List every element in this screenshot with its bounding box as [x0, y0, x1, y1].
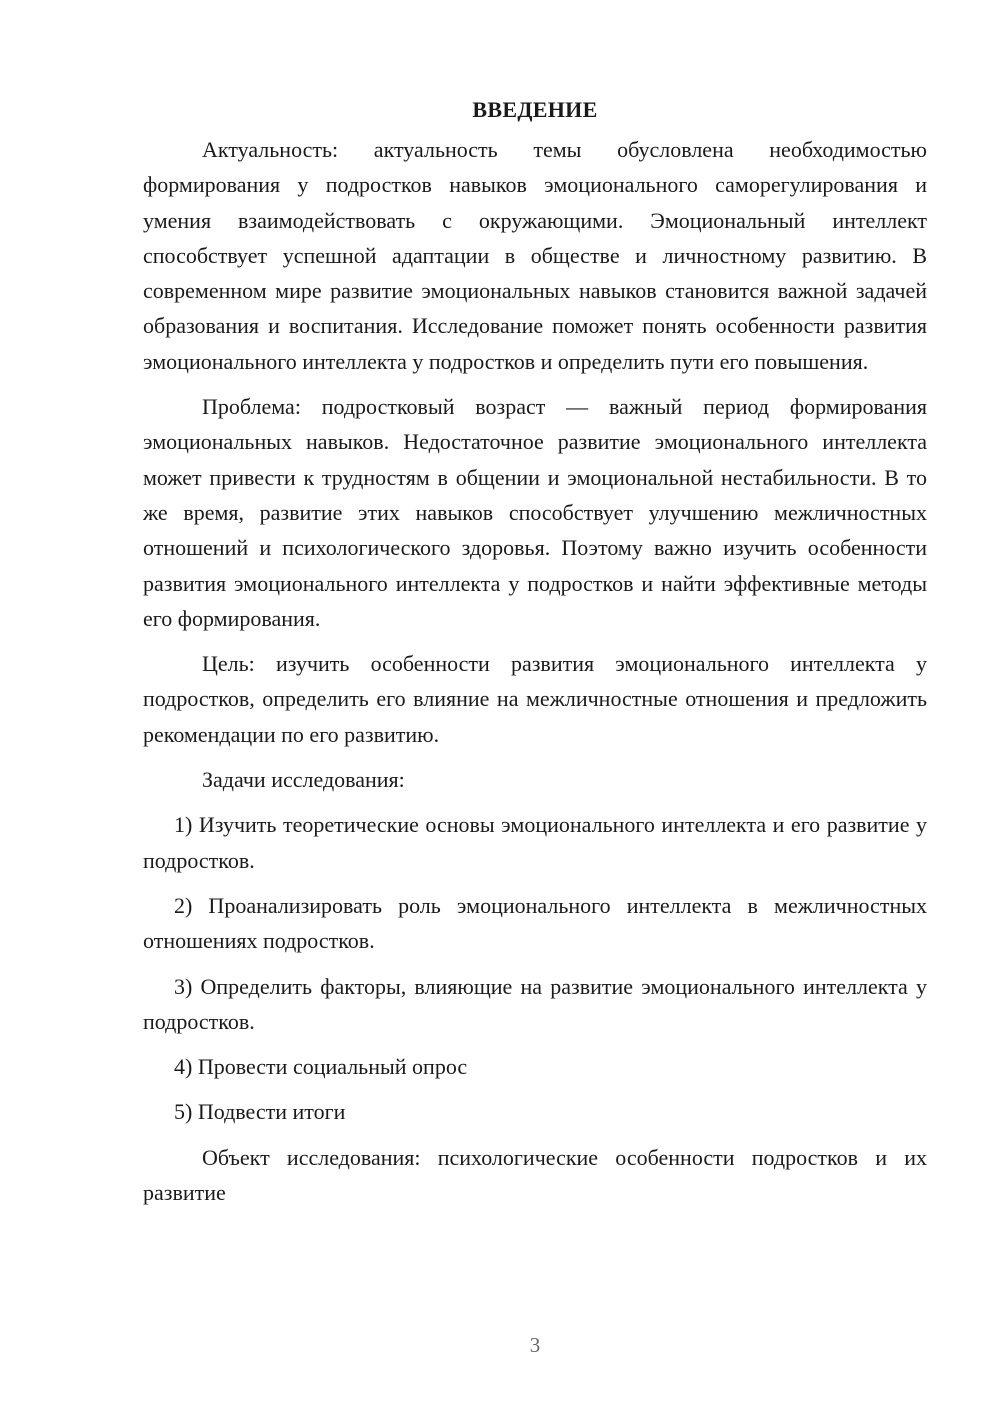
object-paragraph: Объект исследования: психологические особенности подростков и их развитие	[143, 1144, 927, 1206]
section-title: ВВЕДЕНИЕ	[472, 97, 598, 122]
task-item: 4) Провести социальный опрос	[174, 1054, 468, 1080]
tasks-list	[143, 807, 927, 1129]
task-item: 2) Проанализировать роль эмоционального интеллекта в межличностных отношениях подростков.	[143, 892, 927, 954]
problem-paragraph: Проблема: подростковый возраст — важный период формирования эмоциональных навыков. Недостаточное развитие эмоционального интеллекта может привести к трудностям в общении и эмоциональной нестабильности. В то же время, развитие этих навыков способствует улучшению межличностных отношений и психологического здоровья. Поэтому важно изучить особенности развития эмоционального интеллекта у подростков и найти эффективные методы его формирования.	[143, 394, 927, 631]
task-item: 3) Определить факторы, влияющие на развитие эмоционального интеллекта у подростков.	[143, 973, 927, 1034]
document-page	[143, 92, 927, 1220]
page-number: 3	[529, 1333, 541, 1357]
task-item: 5) Подвести итоги	[174, 1099, 346, 1125]
task-item: 1) Изучить теоретические основы эмоционального интеллекта и его развитие у подростков.	[143, 812, 927, 873]
goal-paragraph: Цель: изучить особенности развития эмоционального интеллекта у подростков, определить его влияние на межличностные отношения и предложить рекомендации по его развитию.	[143, 651, 927, 747]
tasks-heading: Задачи исследования:	[202, 767, 405, 793]
relevance-paragraph: Актуальность: актуальность темы обусловлена необходимостью формирования у подростков навыков эмоционального саморегулирования и умения взаимодействовать с окружающими. Эмоциональный интеллект способствует успешной адаптации в обществе и личностному развитию. В современном мире развитие эмоциональных навыков становится важной задачей образования и воспитания. Исследование поможет понять особенности развития эмоционального интеллекта у подростков и определить пути его повышения.	[143, 137, 927, 374]
